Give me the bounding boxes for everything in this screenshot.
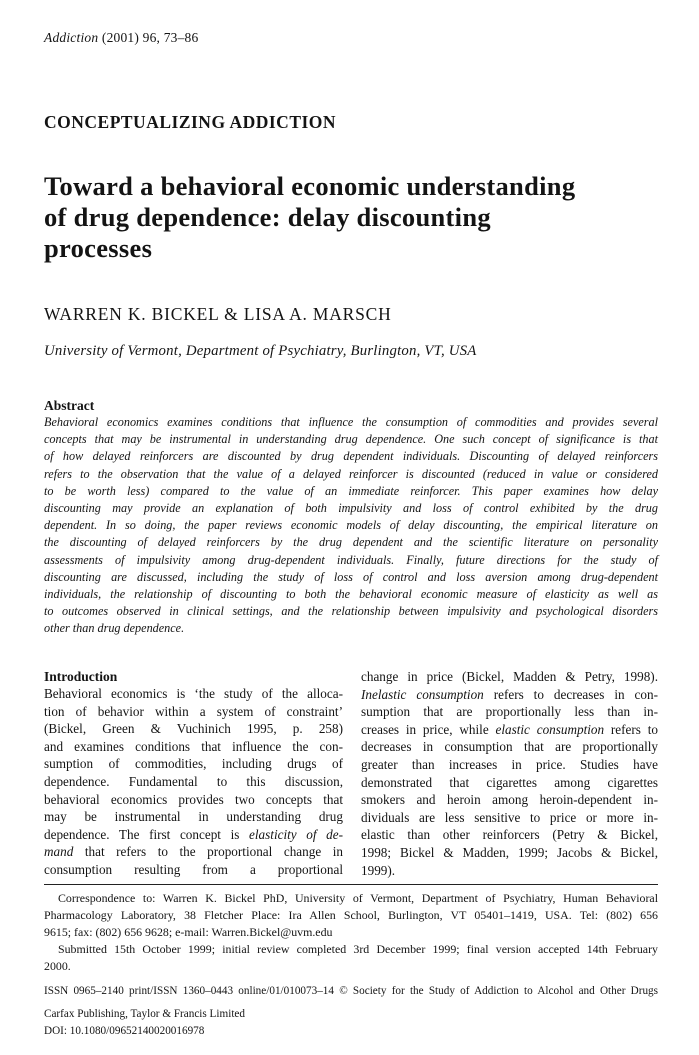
body-line: greater than increases in price. Studies have (361, 756, 658, 772)
body-line: sumption of commodities, including drugs of (44, 756, 343, 772)
body-line: 1999). (361, 862, 396, 878)
title-line: of drug dependence: delay discounting (44, 202, 491, 232)
term-inelastic-consumption: Inelastic consumption (361, 686, 484, 702)
intro-left-column (44, 685, 343, 879)
submission-line: Submitted 15th October 1999; initial review completed 3rd December 1999; final version accepted 14th February (58, 942, 658, 956)
body-line: consumption resulting from a proportional (44, 861, 343, 877)
abstract-line: individuals, the relationship of discounting to both the behavioral economic measure of elasticity as well as (44, 587, 658, 602)
body-line (361, 686, 658, 704)
body-line: dividuals are less sensitive to price or more in- (361, 809, 658, 825)
submission-line: 2000. (44, 959, 71, 973)
body-line: smokers and heroin among heroin-dependent in- (361, 792, 658, 808)
body-line: demonstrated that cigarettes among cigarettes (361, 774, 658, 790)
footnote-divider (44, 884, 658, 885)
authors: WARREN K. BICKEL & LISA A. MARSCH (44, 304, 392, 324)
body-line: decreases in consumption that are proportionally (361, 739, 658, 755)
body-text: dependence. The first concept is (44, 826, 240, 842)
abstract-line: discounting are discussed, including the study of loss of control and loss aversion among drug-dependent (44, 569, 658, 584)
abstract-line: of how delayed reinforcers are discounted by drug dependent individuals. Discounting of delayed reinforcers (44, 449, 658, 464)
title-line: Toward a behavioral economic understanding (44, 171, 576, 201)
body-line: (Bickel, Green & Vuchinich 1995, p. 258) (44, 721, 343, 737)
title-line: processes (44, 233, 153, 263)
abstract-line: Behavioral economics examines conditions that influence the consumption of commodities and provides several (44, 415, 658, 429)
body-line: tion of behavior within a system of constraint’ (44, 703, 343, 719)
abstract-line: concepts that may be instrumental in understanding drug dependence. One such concept of significance is that (44, 432, 658, 447)
body-line: and examines conditions that influence the con- (44, 738, 343, 754)
body-text: refers to (604, 721, 658, 737)
affiliation: University of Vermont, Department of Psychiatry, Burlington, VT, USA (44, 343, 477, 359)
body-text: creases in price, while (361, 721, 496, 737)
body-line (44, 843, 343, 861)
body-line: change in price (Bickel, Madden & Petry, 1998). (361, 669, 658, 684)
body-line (44, 826, 343, 844)
correspondence-line: Pharmacology Laboratory, 38 Fletcher Place: Ira Allen School, Burlington, VT 05401–1419, USA. Tel: (802) 656 (44, 908, 658, 922)
body-text: refers to decreases in con- (483, 686, 658, 702)
intro-right-column (361, 668, 658, 879)
abstract-line: to outcomes observed in clinical settings, and the relationship between impulsivity and psychological disorders (44, 604, 658, 619)
body-line: may be instrumental in understanding drug (44, 809, 343, 825)
issn-line: ISSN 0965–2140 print/ISSN 1360–0443 online/01/010073–14 © Society for the Study of Addiction to Alcohol and Other Drugs (44, 985, 658, 997)
article-title (44, 171, 664, 264)
body-text: that refers to the proportional change in (73, 844, 343, 860)
abstract-line: discounting may provide an explanation of both impulsivity and loss of control exhibited by the drug (44, 501, 658, 516)
body-line (361, 721, 658, 739)
abstract-line: refers to the observation that the value of a delayed reinforcer is discounted (reduced in value or considered (44, 466, 658, 481)
abstract-line: dependent. In so doing, the paper reviews economic models of delay discounting, the empirical literature on (44, 518, 658, 533)
term-elasticity-of-demand-cont: mand (44, 844, 74, 860)
publisher-line: Carfax Publishing, Taylor & Francis Limited (44, 1008, 245, 1020)
abstract-line: to be worth less) compared to the value of an immediate reinforcer. This paper examines how delay (44, 483, 658, 498)
body-line: Behavioral economics is ‘the study of the alloca- (44, 686, 343, 701)
journal-citation (44, 30, 198, 46)
section-label: CONCEPTUALIZING ADDICTION (44, 112, 337, 132)
abstract-line: the discounting of delayed reinforcers by the drug dependent and the scientific literature on personality (44, 535, 658, 550)
journal-name: Addiction (44, 30, 99, 45)
term-elasticity-of-demand: elasticity of de- (249, 826, 344, 842)
correspondence-notes (44, 890, 658, 975)
body-line: dependence. Fundamental to this discussion, (44, 773, 343, 789)
body-line: 1998; Bickel & Madden, 1999; Jacobs & Bickel, (361, 844, 658, 860)
abstract-line: other than drug dependence. (44, 621, 185, 636)
correspondence-line: 9615; fax: (802) 656 9628; e-mail: Warren.Bickel@uvm.edu (44, 925, 333, 939)
body-line: elastic than other reinforcers (Petry & Bickel, (361, 827, 658, 843)
correspondence-line: Correspondence to: Warren K. Bickel PhD, University of Vermont, Department of Psychiatry, Human Behavioral (58, 891, 658, 905)
body-line: sumption that are proportionally less than in- (361, 704, 658, 720)
abstract-heading: Abstract (44, 398, 95, 413)
term-elastic-consumption: elastic consumption (495, 721, 605, 737)
abstract-line: assessments of impulsivity among drug-dependent individuals. Finally, future directions for the study of (44, 552, 658, 567)
body-line: behavioral economics provides two concepts that (44, 791, 343, 807)
doi-line: DOI: 10.1080/09652140020016978 (44, 1025, 205, 1037)
volume-info: (2001) 96, 73–86 (101, 30, 199, 45)
abstract-body (44, 414, 658, 638)
introduction-heading: Introduction (44, 669, 118, 684)
